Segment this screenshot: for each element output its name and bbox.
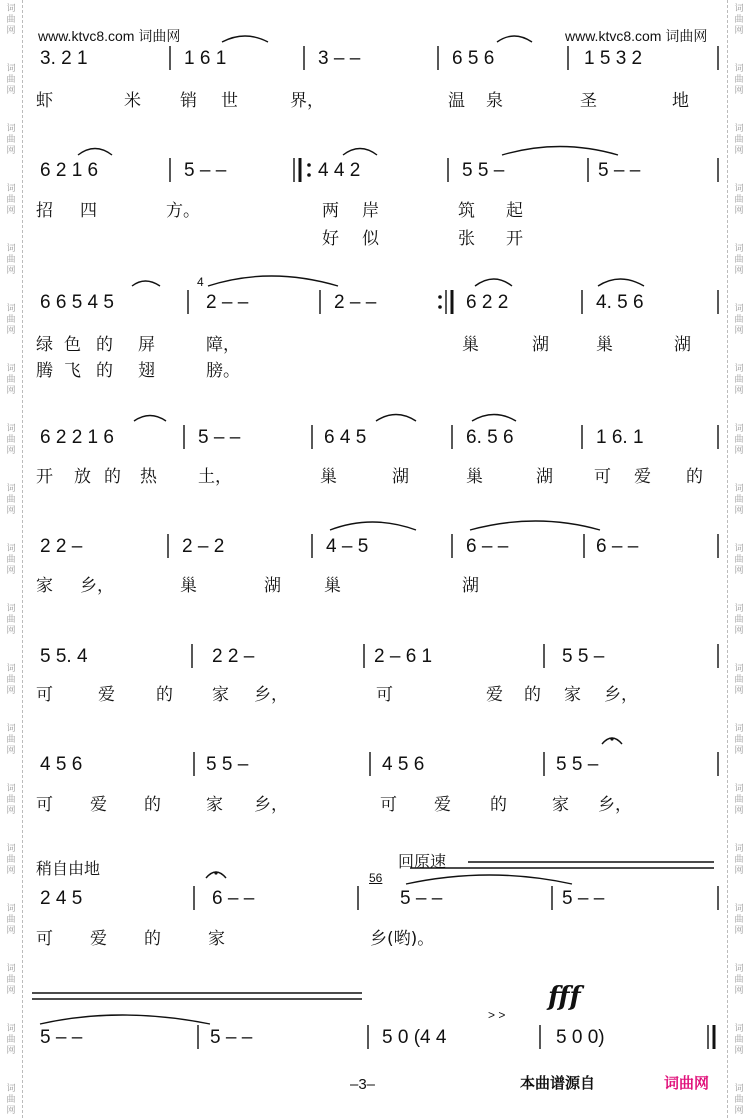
lyric: 起	[506, 201, 523, 221]
notes-measure: 6. 5 6	[466, 427, 514, 448]
lyric: 色	[64, 335, 81, 355]
lyric: 的	[104, 467, 121, 487]
lyric: 销	[180, 91, 197, 111]
side-watermark: 词 曲 网	[734, 64, 744, 96]
lyric: 乡，	[254, 685, 288, 705]
lyric: 的	[490, 795, 507, 815]
lyric: 巢	[596, 335, 613, 355]
side-watermark: 词 曲 网	[734, 1084, 744, 1116]
side-watermark: 词 曲 网	[734, 1024, 744, 1056]
side-watermark: 词 曲 网	[6, 1024, 16, 1056]
lyric: 开	[36, 467, 53, 487]
notes-measure: 5 5 –	[206, 754, 249, 775]
lyric: 家	[212, 685, 229, 705]
lyric: 家	[208, 929, 225, 949]
lyric: 爱	[98, 685, 115, 705]
lyric: 湖	[674, 335, 691, 355]
lyric: 可	[36, 929, 53, 949]
notes-measure: 6 2 2 1 6	[40, 427, 114, 448]
notes-measure: 3 – –	[318, 48, 361, 69]
side-watermark: 词 曲 网	[6, 724, 16, 756]
side-watermark: 词 曲 网	[734, 904, 744, 936]
notes-measure: 6 5 6	[452, 48, 495, 69]
lyric: 湖	[462, 576, 479, 596]
notes-measure: 2 2 –	[212, 646, 255, 667]
side-watermark: 词 曲 网	[6, 244, 16, 276]
lyric: 放	[74, 467, 91, 487]
notes-measure: 5 0 (4 4	[382, 1027, 447, 1048]
lyric: 的	[524, 685, 541, 705]
notes-measure: 2 – 6 1	[374, 646, 433, 667]
notes-measure: 5 – –	[210, 1027, 253, 1048]
notes-measure: 5 5 –	[562, 646, 605, 667]
side-watermark: 词 曲 网	[734, 424, 744, 456]
lyric: 的	[156, 685, 173, 705]
lyric: 翅	[138, 361, 155, 381]
lyric: 绿	[36, 335, 53, 355]
tempo-marking: 回原速	[398, 852, 447, 871]
notes-measure: 2 – –	[334, 292, 377, 313]
side-watermark: 词 曲 网	[6, 604, 16, 636]
lyric: 四	[80, 201, 97, 221]
side-watermark: 词 曲 网	[734, 244, 744, 276]
lyric: 可	[380, 795, 397, 815]
side-watermark: 词 曲 网	[734, 304, 744, 336]
notes-measure: 5 – –	[184, 160, 227, 181]
lyric: 家	[36, 576, 53, 596]
side-watermark: 词 曲 网	[734, 544, 744, 576]
notes-measure: 5 – –	[598, 160, 641, 181]
lyric: 可	[36, 795, 53, 815]
side-watermark: 词 曲 网	[6, 784, 16, 816]
notes-measure: 1 6. 1	[596, 427, 644, 448]
lyric: 巢	[462, 335, 479, 355]
side-watermark: 词 曲 网	[734, 724, 744, 756]
side-watermark: 词 曲 网	[734, 484, 744, 516]
lyric: 土，	[198, 467, 232, 487]
lyric: 膀。	[206, 361, 240, 381]
notes-measure: 5 – –	[40, 1027, 83, 1048]
lyric: 的	[96, 335, 113, 355]
lyric: 筑	[458, 201, 475, 221]
lyric: 巢	[320, 467, 337, 487]
notes-measure: 2 2 –	[40, 536, 83, 557]
grace-notes: 56	[369, 871, 383, 885]
lyric: 地	[672, 91, 689, 111]
accent-marks: > >	[488, 1008, 506, 1022]
footer-site: 词曲网	[664, 1074, 710, 1092]
notes-measure: 4 4 2	[318, 160, 361, 181]
lyric: 岸	[362, 201, 379, 221]
lyric: 巢	[180, 576, 197, 596]
notes-measure: 6 2 1 6	[40, 160, 99, 181]
lyric: 腾	[36, 361, 53, 381]
time-signature: 4	[197, 275, 204, 289]
notes-measure: 4. 5 6	[596, 292, 644, 313]
side-watermark: 词 曲 网	[6, 364, 16, 396]
side-watermark: 词 曲 网	[734, 184, 744, 216]
notes-measure: 5 – –	[400, 888, 443, 909]
lyric: 爱	[90, 795, 107, 815]
lyric: 的	[96, 361, 113, 381]
notes-measure: 3. 2 1	[40, 48, 88, 69]
notes-measure: 6 – –	[596, 536, 639, 557]
lyric: 圣	[580, 91, 597, 111]
side-watermark: 词 曲 网	[6, 304, 16, 336]
lyric: 虾	[36, 91, 53, 111]
lyric: 湖	[532, 335, 549, 355]
notes-measure: 5 – –	[198, 427, 241, 448]
lyric: 爱	[434, 795, 451, 815]
side-watermark: 词 曲 网	[734, 964, 744, 996]
site-stamp-right: www.ktvc8.com 词曲网	[565, 28, 708, 44]
lyric: 似	[362, 229, 379, 249]
side-watermark: 词 曲 网	[6, 664, 16, 696]
side-watermark: 词 曲 网	[734, 664, 744, 696]
lyric: 的	[686, 467, 703, 487]
lyric: 乡，	[80, 576, 114, 596]
side-watermark: 词 曲 网	[6, 964, 16, 996]
page-number: –3–	[350, 1076, 376, 1093]
lyric: 湖	[264, 576, 281, 596]
side-watermark: 词 曲 网	[6, 1084, 16, 1116]
lyric: 障，	[206, 335, 240, 355]
notes-measure: 6 4 5	[324, 427, 367, 448]
lyric: 乡，	[254, 795, 288, 815]
side-watermark: 词 曲 网	[6, 544, 16, 576]
lyric: 泉	[486, 91, 503, 111]
notes-measure: 6 6 5 4 5	[40, 292, 114, 313]
side-watermark: 词 曲 网	[6, 484, 16, 516]
side-watermark: 词 曲 网	[734, 364, 744, 396]
lyric: 米	[124, 91, 141, 111]
notes-measure: 6 2 2	[466, 292, 509, 313]
notes-measure: 6 – –	[212, 888, 255, 909]
lyric: 爱	[486, 685, 503, 705]
notes-measure: 1 5 3 2	[584, 48, 643, 69]
notes-measure: 5 5 –	[462, 160, 505, 181]
lyric: 两	[322, 201, 339, 221]
lyric: 张	[458, 229, 475, 249]
lyric: 世	[221, 91, 238, 111]
side-watermark: 词 曲 网	[734, 784, 744, 816]
lyric: 可	[36, 685, 53, 705]
lyric: 乡(哟)。	[370, 929, 435, 949]
lyric: 家	[552, 795, 569, 815]
lyric: 家	[206, 795, 223, 815]
lyric: 家	[564, 685, 581, 705]
lyric: 湖	[536, 467, 553, 487]
lyric: 界，	[290, 91, 324, 111]
lyric: 乡，	[604, 685, 638, 705]
notes-measure: 5 5. 4	[40, 646, 88, 667]
lyric: 巢	[324, 576, 341, 596]
lyric: 巢	[466, 467, 483, 487]
side-watermark: 词 曲 网	[734, 604, 744, 636]
side-watermark: 词 曲 网	[6, 64, 16, 96]
lyric: 温	[448, 91, 465, 111]
notes-measure: 4 – 5	[326, 536, 369, 557]
notes-measure: 5 5 –	[556, 754, 599, 775]
side-watermark: 词 曲 网	[6, 184, 16, 216]
side-watermark: 词 曲 网	[734, 4, 744, 36]
side-watermark: 词 曲 网	[6, 844, 16, 876]
notes-measure: 2 – –	[206, 292, 249, 313]
lyric: 招	[36, 201, 53, 221]
lyric: 可	[594, 467, 611, 487]
notes-measure: 2 – 2	[182, 536, 225, 557]
notes-measure: 5 0 0)	[556, 1027, 605, 1048]
footer-source: 本曲谱源自	[520, 1074, 596, 1092]
side-watermark: 词 曲 网	[6, 424, 16, 456]
notes-measure: 6 – –	[466, 536, 509, 557]
notes-measure: 1 6 1	[184, 48, 227, 69]
side-watermark: 词 曲 网	[6, 904, 16, 936]
site-stamp-left: www.ktvc8.com 词曲网	[38, 28, 181, 44]
lyric: 可	[376, 685, 393, 705]
lyric: 好	[322, 229, 339, 249]
notes-measure: 5 – –	[562, 888, 605, 909]
notes-measure: 4 5 6	[40, 754, 83, 775]
lyric: 屏	[138, 335, 155, 355]
tempo-marking: 稍自由地	[36, 859, 101, 878]
lyric: 飞	[64, 361, 81, 381]
lyric: 湖	[392, 467, 409, 487]
notes-measure: 2 4 5	[40, 888, 83, 909]
lyric: 爱	[634, 467, 651, 487]
lyric: 乡，	[598, 795, 632, 815]
lyric: 方。	[166, 201, 200, 221]
side-watermark: 词 曲 网	[6, 4, 16, 36]
lyric: 的	[144, 795, 161, 815]
lyric: 热	[140, 467, 157, 487]
dynamic-fff: fff	[548, 982, 581, 1012]
side-watermark: 词 曲 网	[6, 124, 16, 156]
lyric: 的	[144, 929, 161, 949]
side-watermark: 词 曲 网	[734, 844, 744, 876]
side-watermark: 词 曲 网	[734, 124, 744, 156]
lyric: 开	[506, 229, 523, 249]
lyric: 爱	[90, 929, 107, 949]
notes-measure: 4 5 6	[382, 754, 425, 775]
